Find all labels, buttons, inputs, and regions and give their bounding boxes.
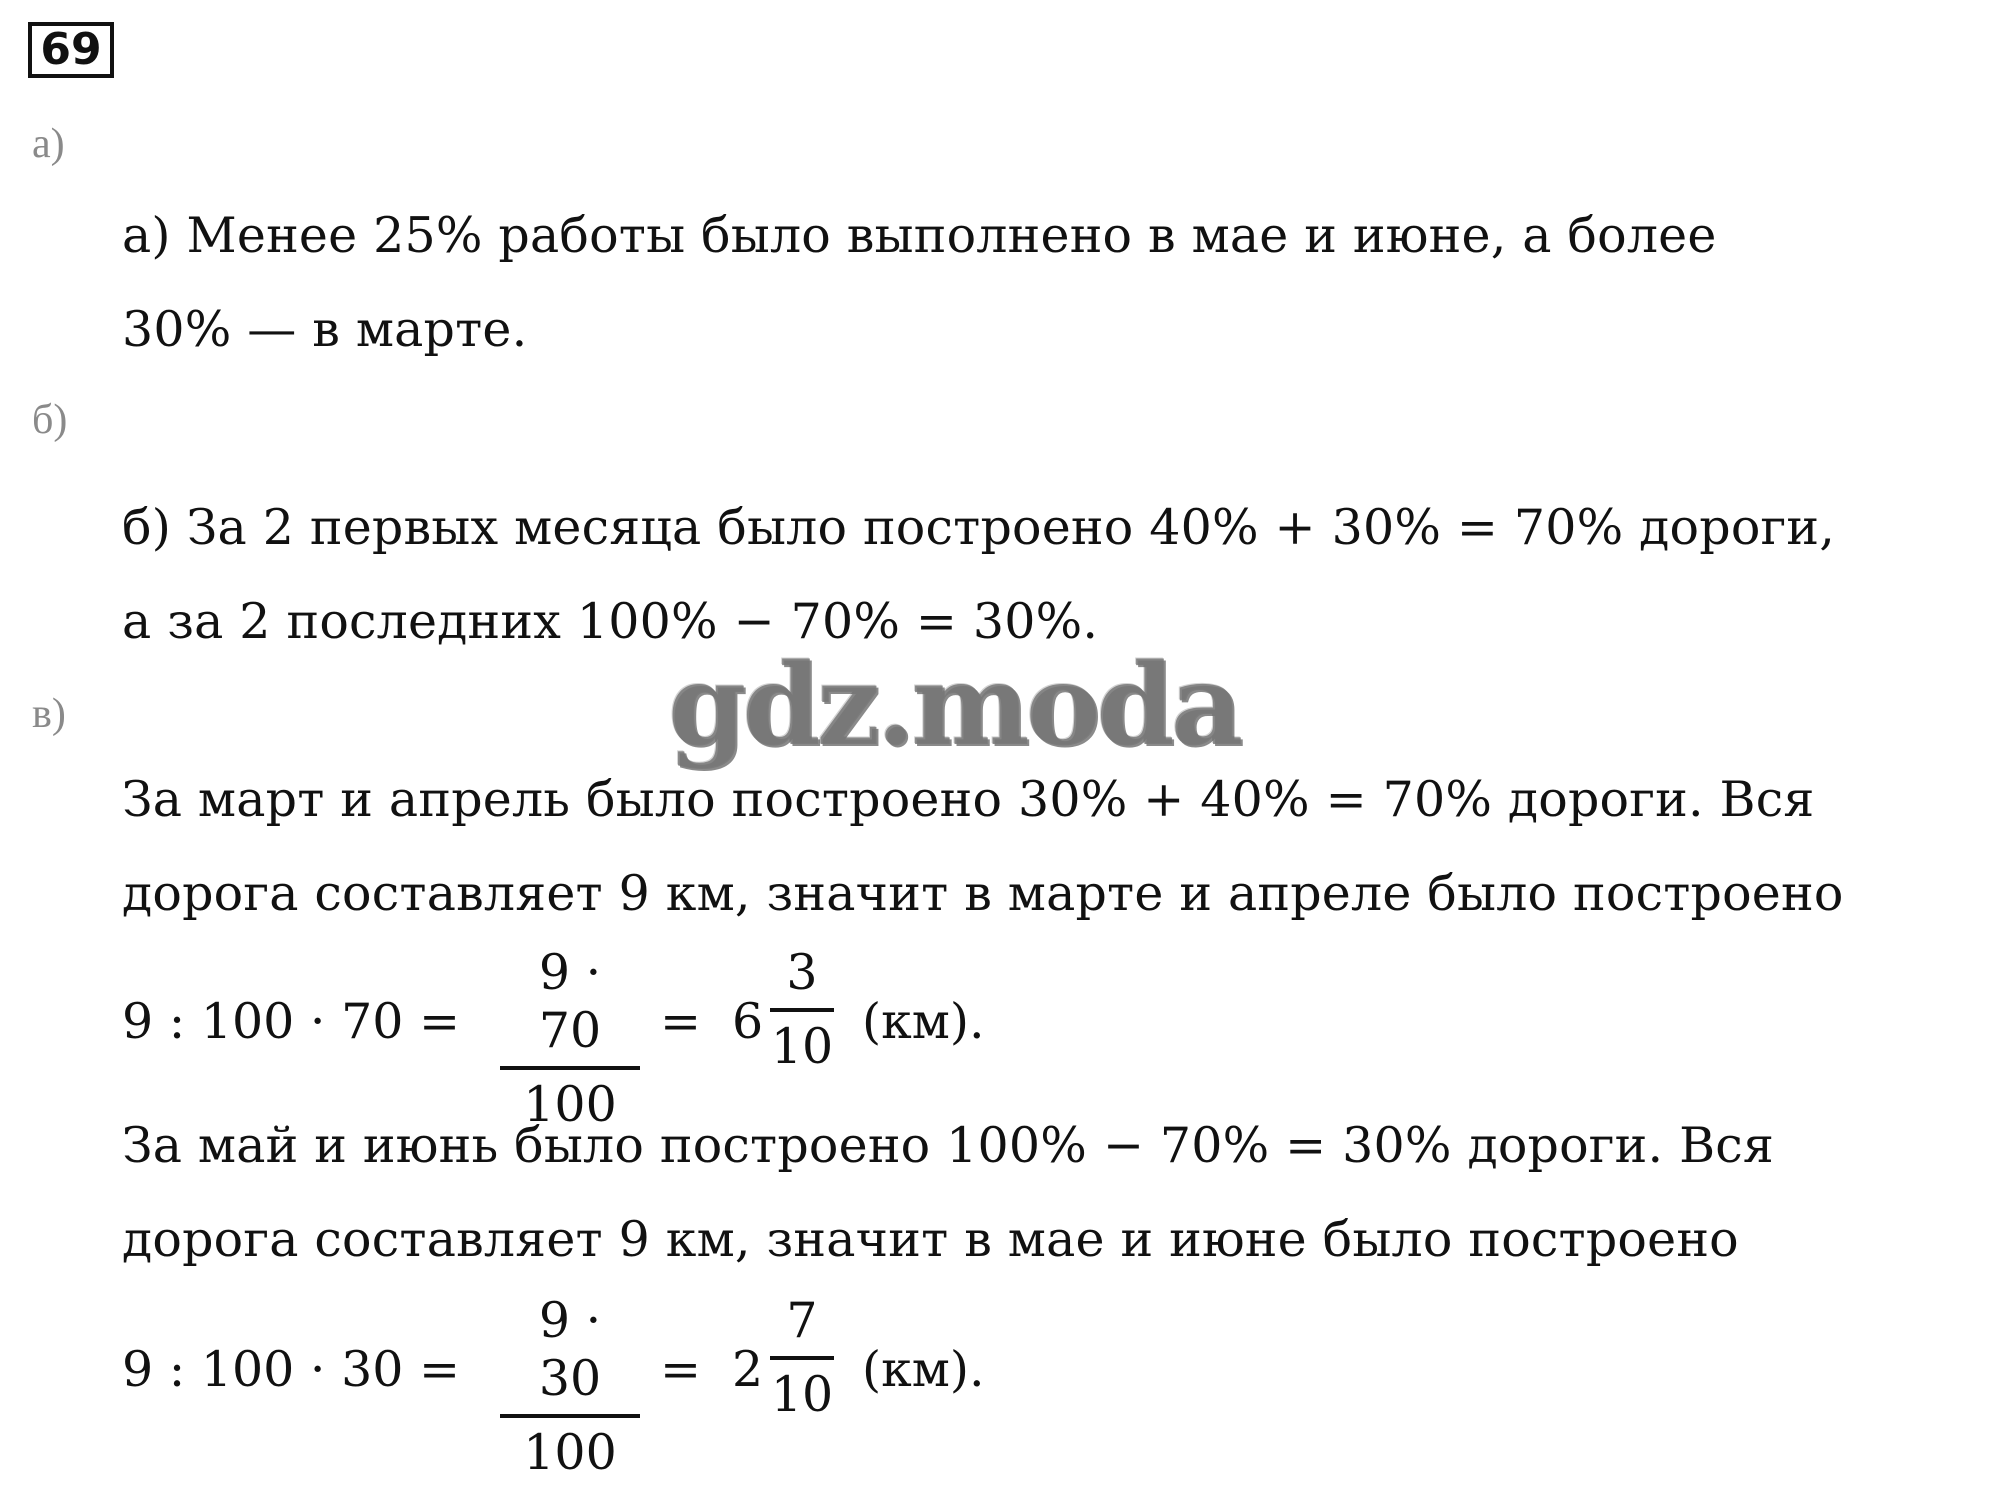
- equation-2-mixed-denominator: 10: [770, 1366, 834, 1423]
- fraction-bar: [770, 1356, 834, 1360]
- part-v-line-2: дорога составляет 9 км, значит в марте и апреле было построено: [122, 865, 1844, 922]
- equation-1-mixed-numerator: 3: [786, 944, 818, 1001]
- part-a-line-2: 30% — в марте.: [122, 301, 528, 358]
- equation-2-lhs: 9 : 100 · 30 =: [122, 1341, 461, 1398]
- fraction-bar: [500, 1066, 640, 1070]
- part-a-line-1: а) Менее 25% работы было выполнено в мае и июне, а более: [122, 207, 1717, 264]
- equation-2-fraction: [500, 1292, 640, 1482]
- equation-1-fraction-denominator: 100: [523, 1076, 617, 1133]
- part-b-line-2: а за 2 последних 100% − 70% = 30%.: [122, 593, 1099, 650]
- equation-2-whole: 2: [732, 1341, 764, 1398]
- equation-2-unit: (км).: [862, 1341, 985, 1398]
- equation-1-fraction-numerator: 9 · 70: [538, 944, 602, 1059]
- equation-1-mixed-denominator: 10: [770, 1018, 834, 1075]
- equation-1-unit: (км).: [862, 993, 985, 1050]
- part-v-label: в): [32, 691, 66, 737]
- part-v-line-4: дорога составляет 9 км, значит в мае и июне было построено: [122, 1211, 1739, 1268]
- part-b-line-1: б) За 2 первых месяца было построено 40% + 30% = 70% дороги,: [122, 499, 1836, 556]
- equation-1-equals: =: [660, 993, 702, 1050]
- watermark-logo: gdz.moda: [668, 640, 1240, 771]
- equation-2-fraction-denominator: 100: [523, 1424, 617, 1481]
- equation-2-mixed-fraction: [770, 1292, 834, 1424]
- equation-1-mixed-fraction: [770, 944, 834, 1076]
- equation-2-fraction-numerator: 9 · 30: [538, 1292, 602, 1407]
- fraction-bar: [770, 1008, 834, 1012]
- equation-2-mixed-numerator: 7: [786, 1292, 818, 1349]
- equation-1-fraction: [500, 944, 640, 1134]
- part-b-label: б): [32, 397, 68, 443]
- part-a-label: а): [32, 121, 65, 167]
- part-v-line-1: За март и апрель было построено 30% + 40% = 70% дороги. Вся: [122, 771, 1815, 828]
- fraction-bar: [500, 1414, 640, 1418]
- equation-2-equals: =: [660, 1341, 702, 1398]
- task-number: 69: [28, 22, 114, 78]
- equation-1-whole: 6: [732, 993, 764, 1050]
- equation-1-lhs: 9 : 100 · 70 =: [122, 993, 461, 1050]
- part-v-line-3: За май и июнь было построено 100% − 70% = 30% дороги. Вся: [122, 1117, 1775, 1174]
